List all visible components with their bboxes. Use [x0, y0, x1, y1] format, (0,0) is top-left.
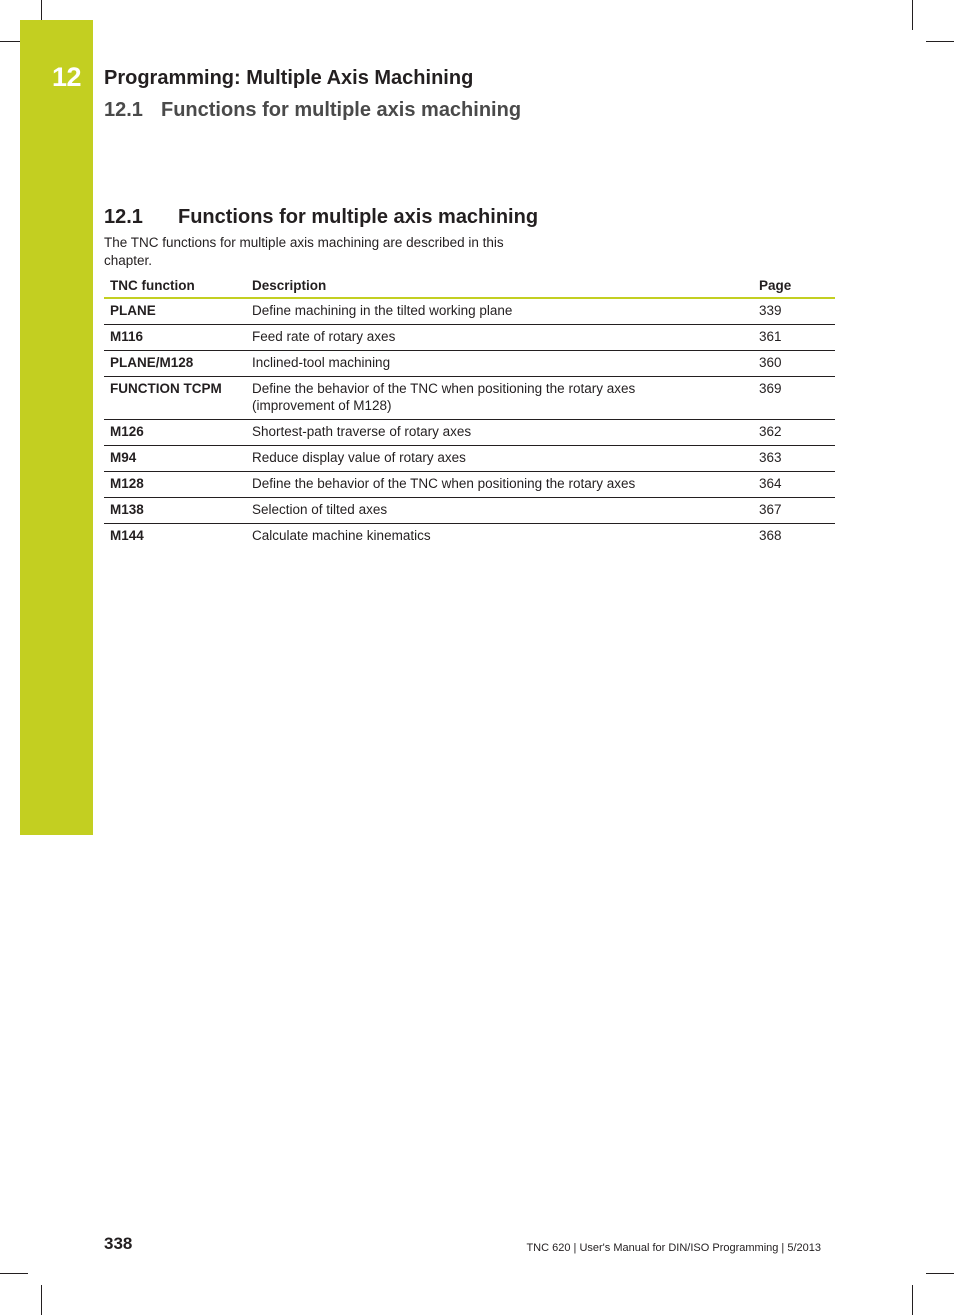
function-cell: M138 [104, 498, 246, 524]
crop-mark [912, 0, 913, 30]
table-row [104, 420, 835, 446]
function-cell: FUNCTION TCPM [104, 377, 246, 420]
chapter-number: 12 [52, 62, 82, 92]
page-cell: 339 [753, 298, 835, 325]
description-cell: Reduce display value of rotary axes [246, 446, 753, 472]
running-section-header [104, 99, 521, 122]
description-cell: Define the behavior of the TNC when positioning the rotary axes [246, 472, 753, 498]
description-cell: Define machining in the tilted working plane [246, 298, 753, 325]
description-cell: Selection of tilted axes [246, 498, 753, 524]
crop-mark [41, 0, 42, 20]
function-cell: M128 [104, 472, 246, 498]
page-number: 338 [104, 1234, 133, 1253]
crop-mark [0, 1273, 28, 1274]
description-cell: Calculate machine kinematics [252, 528, 431, 543]
running-section-title: Functions for multiple axis machining [161, 99, 522, 121]
section-heading [104, 206, 538, 229]
table-row [104, 524, 835, 550]
table-row [104, 498, 835, 524]
crop-mark [926, 1273, 954, 1274]
table-row [104, 446, 835, 472]
column-header-function: TNC function [104, 276, 246, 298]
table-row [104, 472, 835, 498]
page-cell: 364 [753, 472, 835, 498]
page-cell: 360 [753, 351, 835, 377]
crop-mark [0, 41, 20, 42]
chapter-title: Programming: Multiple Axis Machining [104, 67, 474, 89]
column-header-description: Description [246, 276, 753, 298]
table-row [104, 298, 835, 325]
page-cell: 369 [753, 377, 835, 420]
page-cell: 367 [753, 498, 835, 524]
footer-text: TNC 620 | User's Manual for DIN/ISO Programming | 5/2013 [526, 1242, 821, 1254]
intro-paragraph: The TNC functions for multiple axis machining are described in this chapter. [104, 235, 504, 268]
description-cell: Inclined-tool machining [246, 351, 753, 377]
column-header-page: Page [753, 276, 835, 298]
page-cell: 361 [753, 325, 835, 351]
table-header-row [104, 276, 835, 298]
function-cell: M116 [104, 325, 246, 351]
function-cell: PLANE/M128 [104, 351, 246, 377]
functions-table [104, 276, 835, 549]
section-number: 12.1 [104, 206, 143, 228]
function-cell: M94 [104, 446, 246, 472]
page-cell: 368 [759, 528, 782, 543]
description-cell: Define the behavior of the TNC when positioning the rotary axes (improvement of M128) [246, 377, 753, 420]
function-cell: M126 [104, 420, 246, 446]
page-cell: 362 [753, 420, 835, 446]
table-row [104, 377, 835, 420]
running-section-number: 12.1 [104, 99, 143, 121]
page-cell: 363 [753, 446, 835, 472]
description-cell: Feed rate of rotary axes [246, 325, 753, 351]
function-cell: M144 [110, 528, 144, 543]
table-row [104, 351, 835, 377]
chapter-color-bar [20, 20, 93, 835]
function-cell: PLANE [104, 298, 246, 325]
description-cell: Shortest-path traverse of rotary axes [246, 420, 753, 446]
crop-mark [926, 41, 954, 42]
section-title: Functions for multiple axis machining [178, 206, 539, 228]
table-row [104, 325, 835, 351]
crop-mark [41, 1285, 42, 1315]
crop-mark [912, 1285, 913, 1315]
